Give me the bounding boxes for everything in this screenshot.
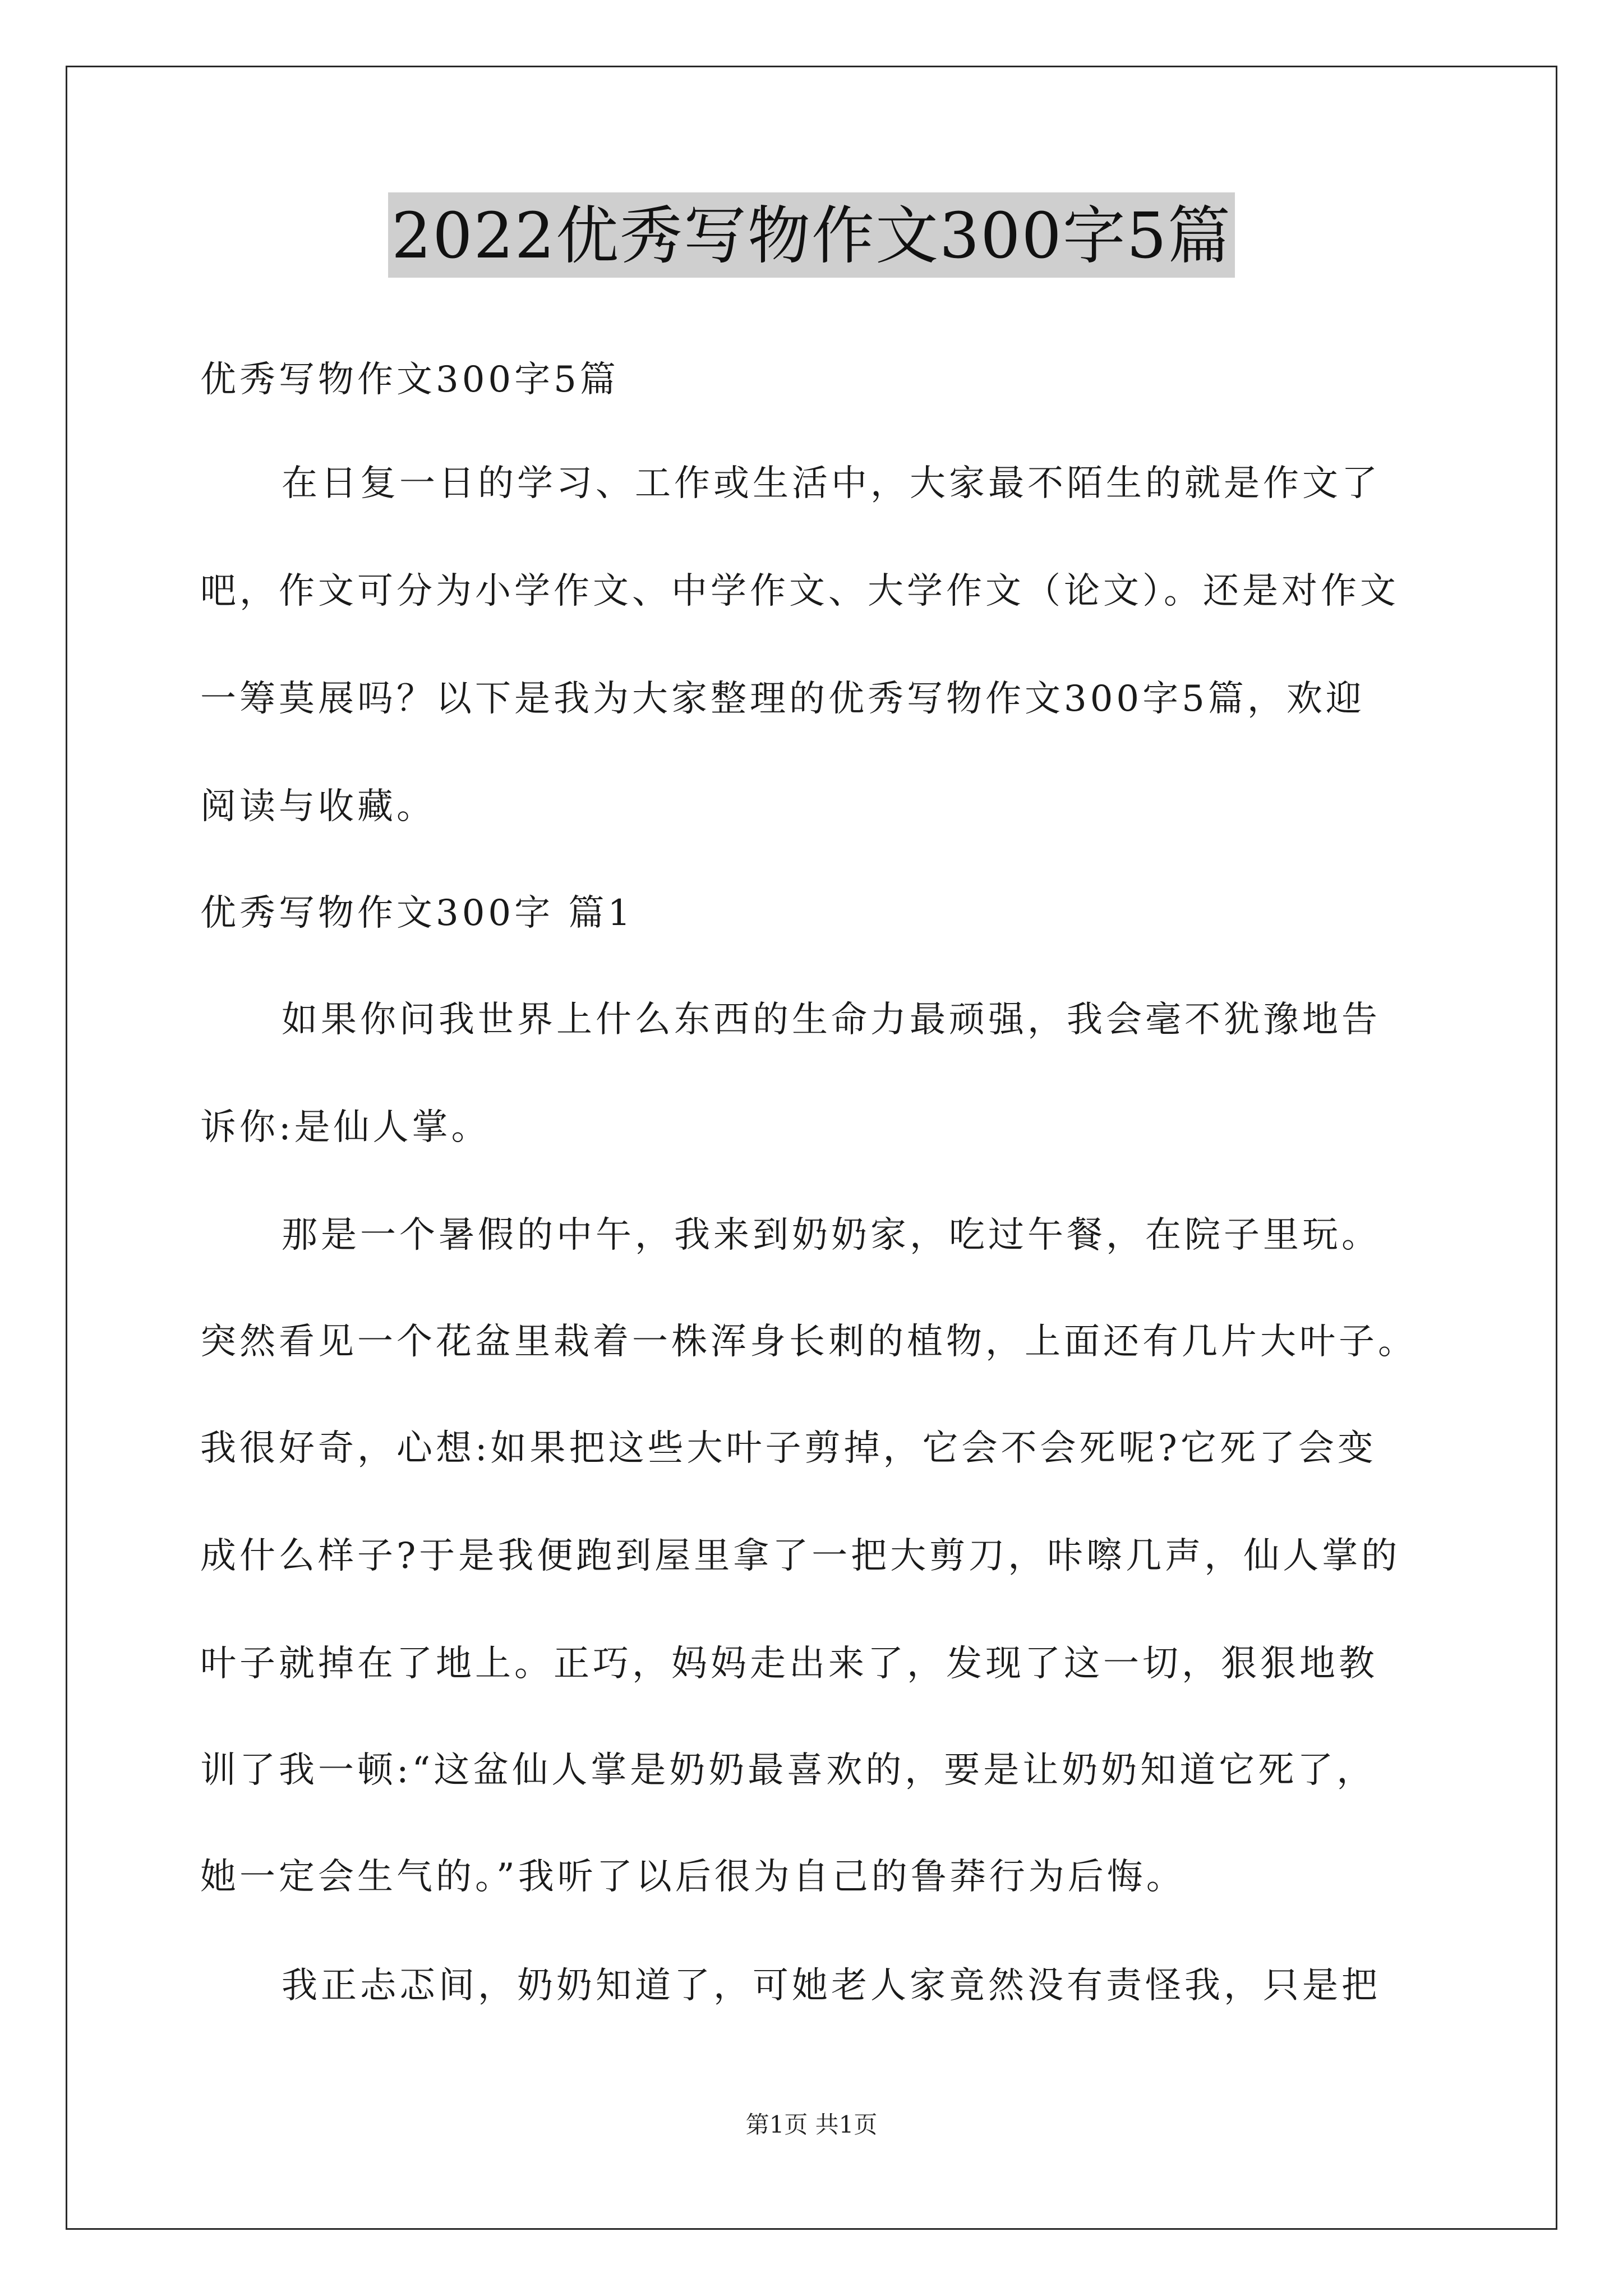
- document-title: 2022优秀写物作文300字5篇: [388, 192, 1235, 278]
- para1-line-1: 如果你问我世界上什么东西的生命力最顽强，我会毫不犹豫地告: [282, 999, 1381, 1041]
- para2-line-6: 训了我一顿:“这盆仙人掌是奶奶最喜欢的，要是让奶奶知道它死了，: [200, 1750, 1376, 1791]
- para2-line-4: 成什么样子?于是我便跑到屋里拿了一把大剪刀，咔嚓几声，仙人掌的: [200, 1535, 1401, 1577]
- para2-line-7: 她一定会生气的。”我听了以后很为自己的鲁莽行为后悔。: [200, 1856, 1186, 1898]
- title-block: [0, 192, 1623, 278]
- para2-line-3: 我很好奇，心想:如果把这些大叶子剪掉，它会不会死呢?它死了会变: [200, 1428, 1377, 1469]
- intro-line-3: 一筹莫展吗？以下是我为大家整理的优秀写物作文300字5篇，欢迎: [200, 678, 1365, 720]
- para2-line-5: 叶子就掉在了地上。正巧，妈妈走出来了，发现了这一切，狠狠地教: [200, 1643, 1378, 1685]
- intro-line-1: 在日复一日的学习、工作或生活中，大家最不陌生的就是作文了: [282, 463, 1381, 504]
- intro-line-2: 吧，作文可分为小学作文、中学作文、大学作文（论文）。还是对作文: [200, 570, 1399, 612]
- intro-line-4: 阅读与收藏。: [200, 786, 436, 827]
- para1-line-2: 诉你:是仙人掌。: [200, 1107, 491, 1148]
- section-heading: 优秀写物作文300字 篇1: [200, 892, 634, 934]
- para2-line-1: 那是一个暑假的中午，我来到奶奶家，吃过午餐，在院子里玩。: [282, 1214, 1381, 1256]
- page-number: 第1页 共1页: [745, 2111, 878, 2138]
- page-footer: [0, 2106, 1623, 2140]
- subtitle: 优秀写物作文300字5篇: [200, 359, 619, 401]
- para3-line-1: 我正忐忑间，奶奶知道了，可她老人家竟然没有责怪我，只是把: [282, 1965, 1381, 2007]
- para2-line-2: 突然看见一个花盆里栽着一株浑身长刺的植物，上面还有几片大叶子。: [200, 1321, 1417, 1363]
